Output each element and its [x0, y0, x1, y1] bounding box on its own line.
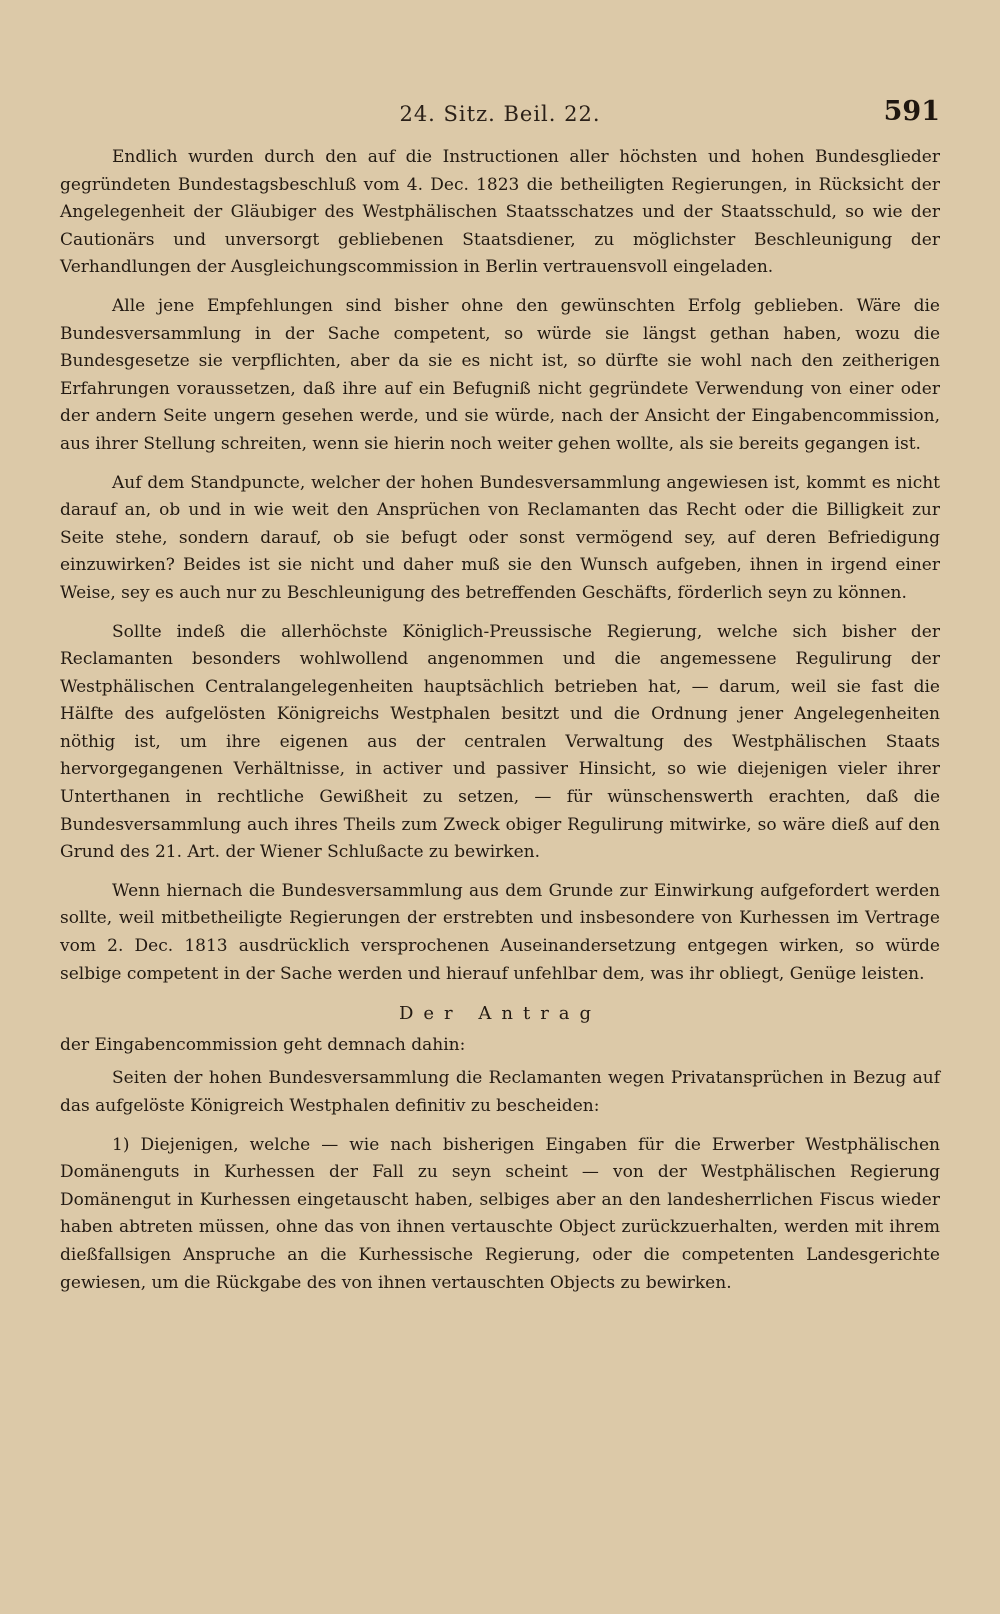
- page-header: [60, 96, 940, 136]
- item-1: 1) Diejenigen, welche — wie nach bisherigen Eingaben für die Erwerber Westphälischen Domänenguts in Kurhessen der Fall zu seyn scheint — von der Westphälischen Regierung Domänengut in Kurhessen eingetauscht haben, selbiges aber an den landesherrlichen Fiscus wieder haben abtreten müssen, ohne das von ihnen vertauschte Object zurückzuerhalten, werden mit ihrem dießfallsigen Anspruche an die Kurhessische Regierung, oder die competenten Landesgerichte gewiesen, um die Rückgabe des von ihnen vertauschten Objects zu bewirken.: [60, 1134, 940, 1293]
- paragraph-5: Wenn hiernach die Bundesversammlung aus dem Grunde zur Einwirkung aufgefordert werden sollte, weil mitbetheiligte Regierungen der erstrebten und insbesondere von Kurhessen im Vertrage vom 2. Dec. 1813 ausdrücklich versprochenen Auseinandersetzung entgegen wirken, so würde selbige competent in der Sache werden und hierauf unfehlbar dem, was ihr obliegt, Genüge leisten.: [60, 880, 940, 984]
- paragraph-3: Auf dem Standpuncte, welcher der hohen Bundesversammlung angewiesen ist, kommt es nicht darauf an, ob und in wie weit den Ansprüchen von Reclamanten das Recht oder die Billigkeit zur Seite stehe, sondern darauf, ob sie befugt oder sonst vermögend sey, auf deren Befriedigung einzuwirken? Beides ist sie nicht und daher muß sie den Wunsch aufgeben, ihnen in irgend einer Weise, sey es auch nur zu Beschleunigung des betreffenden Geschäfts, förderlich seyn zu können.: [60, 472, 940, 603]
- body-text: [60, 144, 940, 1308]
- paragraph-2: Alle jene Empfehlungen sind bisher ohne den gewünschten Erfolg geblieben. Wäre die Bundesversammlung in der Sache competent, so würde sie längst gethan haben, wozu die Bundesgesetze sie verpflichten, aber da sie es nicht ist, so dürfte sie wohl nach den zeitherigen Erfahrungen voraussetzen, daß ihre auf ein Befugniß nicht gegründete Verwendung von einer oder der andern Seite ungern gesehen werde, und sie würde, nach der Ansicht der Eingabencommission, aus ihrer Stellung schreiten, wenn sie hierin noch weiter gehen wollte, als sie bereits gegangen ist.: [60, 295, 940, 454]
- section-heading: Der Antrag: [398, 1003, 602, 1025]
- paragraph-1: Endlich wurden durch den auf die Instructionen aller höchsten und hohen Bundesglieder gegründeten Bundestagsbeschluß vom 4. Dec. 1823 die betheiligten Regierungen, in Rücksicht der Angelegenheit der Gläubiger des Westphälischen Staatsschatzes und der Staatsschuld, so wie der Cautionärs und unversorgt gebliebenen Staatsdiener, zu möglichster Beschleunigung der Verhandlungen der Ausgleichungscommission in Berlin vertrauensvoll eingeladen.: [60, 147, 940, 278]
- paragraph-4: Sollte indeß die allerhöchste Königlich-Preussische Regierung, welche sich bisher der Reclamanten besonders wohlwollend angenommen und die angemessene Regulirung der Westphälischen Centralangelegenheiten hauptsächlich betrieben hat, — darum, weil sie fast die Hälfte des aufgelösten Königreichs Westphalen besitzt und die Ordnung jener Angelegenheiten nöthig ist, um ihre eigenen aus der centralen Verwaltung des Westphälischen Staats hervorgegangenen Verhältnisse, in activer und passiver Hinsicht, so wie diejenigen vieler ihrer Unterthanen in rechtliche Gewißheit zu setzen, — für wünschenswerth erachten, daß die Bundesversammlung auch ihres Theils zum Zweck obiger Regulirung mitwirke, so wäre dieß auf den Grund des 21. Art. der Wiener Schlußacte zu bewirken.: [60, 621, 940, 863]
- decision-line: Seiten der hohen Bundesversammlung die Reclamanten wegen Privatansprüchen in Bezug auf das aufgelöste Königreich Westphalen definitiv zu bescheiden:: [60, 1068, 940, 1116]
- page-number: 591: [883, 96, 940, 127]
- intro-line: der Eingabencommission geht demnach dahin:: [60, 1034, 466, 1055]
- running-head: 24. Sitz. Beil. 22.: [399, 102, 601, 126]
